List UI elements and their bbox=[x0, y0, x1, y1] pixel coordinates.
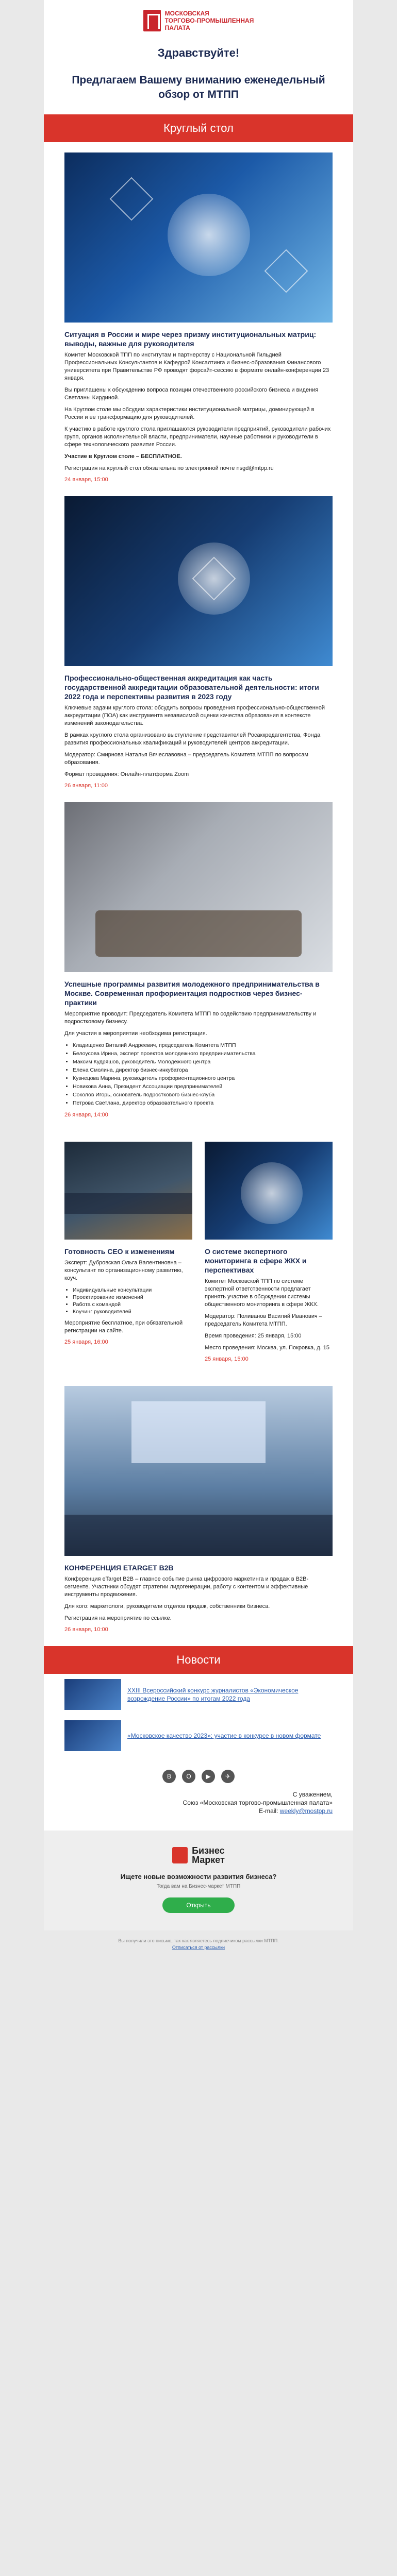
conference-text: Для кого: маркетологи, руководители отделов продаж, собственники бизнеса. bbox=[64, 1603, 270, 1609]
left-list bbox=[73, 1286, 192, 1315]
biz-line-2: Маркет bbox=[192, 1855, 225, 1865]
list-item: • Елена Смолина, директор бизнес-инкубатора bbox=[73, 1066, 333, 1074]
right-title[interactable]: О системе экспертного мониторинга в сфере ЖКХ и перспективах bbox=[205, 1247, 307, 1274]
list-item: • Проектирование изменений bbox=[73, 1294, 192, 1301]
logo-mark-icon bbox=[143, 10, 161, 31]
article-1-text: К участию в работе круглого стола приглашаются руководители предприятий, руководители рабочих групп, органов исполнительной власти, предприниматели, научные работники и руководители в сфере технологического развития России. bbox=[64, 426, 331, 448]
hex-shape bbox=[264, 249, 308, 293]
audience-shape bbox=[64, 1515, 333, 1556]
article-2-text: Формат проведения: Онлайн-платформа Zoom bbox=[64, 771, 189, 777]
section-round-table: Круглый стол bbox=[44, 114, 353, 142]
logo-line-1: МОСКОВСКАЯ bbox=[164, 10, 209, 17]
footer bbox=[44, 1930, 353, 1958]
news-link[interactable]: XXIII Всероссийский конкурс журналистов «Экономическое возрождение России» по итогам 2022 года bbox=[127, 1687, 299, 1702]
list-item: • Петрова Светлана, директор образовательного проекта bbox=[73, 1099, 333, 1107]
footer-text: Вы получили это письмо, так как являетесь подписчиком рассылки МТПП. bbox=[118, 1938, 279, 1943]
news-thumbnail[interactable] bbox=[64, 1679, 121, 1710]
left-text: Эксперт: Дубровская Ольга Валентиновна – консультант по организационному развитию, коуч. bbox=[64, 1260, 183, 1281]
conference-text: Регистрация на мероприятие по ссылке. bbox=[64, 1615, 172, 1621]
article-conference bbox=[44, 1386, 353, 1633]
logo-text bbox=[165, 10, 254, 31]
mtpp-logo[interactable] bbox=[143, 10, 254, 31]
news-item[interactable] bbox=[44, 1674, 353, 1715]
greeting: Здравствуйте! bbox=[157, 46, 240, 59]
article-2-text: В рамках круглого стола организовано выступление представителей Росаккредагентства, Фонда развития профессиональных квалификаций и руководителей центров аккредитации. bbox=[64, 732, 321, 746]
list-item: • Индивидуальные консультации bbox=[73, 1286, 192, 1294]
left-column bbox=[64, 1131, 192, 1376]
open-button[interactable]: Открыть bbox=[162, 1897, 234, 1913]
news-item[interactable] bbox=[44, 1715, 353, 1756]
business-market-logo[interactable] bbox=[172, 1846, 225, 1865]
table-shape bbox=[95, 910, 302, 957]
left-title[interactable]: Готовность СЕО к изменениям bbox=[64, 1247, 175, 1256]
left-date: 25 января, 16:00 bbox=[64, 1339, 108, 1345]
left-text: Мероприятие бесплатное, при обязательной регистрации на сайте. bbox=[64, 1320, 183, 1334]
right-text: Комитет Московской ТПП по системе экспертной ответственности предлагает принять участие в обсуждении системы общественного мониторинга в сфере ЖКХ. bbox=[205, 1278, 319, 1308]
article-3-image[interactable] bbox=[64, 802, 333, 972]
right-text: Место проведения: Москва, ул. Покровка, д. 15 bbox=[205, 1345, 330, 1351]
article-1-text: Регистрация на круглый стол обязательна по электронной почте nsgd@mtpp.ru bbox=[64, 465, 274, 471]
list-item: • Коучинг руководителей bbox=[73, 1308, 192, 1315]
article-3-date: 26 января, 14:00 bbox=[64, 1112, 108, 1118]
list-item: • Соколов Игорь, основатель подросткового бизнес-клуба bbox=[73, 1091, 333, 1098]
header bbox=[44, 0, 353, 36]
article-3 bbox=[44, 802, 353, 1118]
youtube-icon[interactable]: ▶ bbox=[202, 1770, 215, 1783]
article-1-text: На Круглом столе мы обсудим характеристики институциональной матрицы, доминирующей в России и ее трансформацию для руководителей. bbox=[64, 406, 315, 420]
logo-line-3: ПАЛАТА bbox=[164, 24, 190, 31]
article-3-text: Для участия в мероприятии необходима регистрация. bbox=[64, 1030, 207, 1037]
road-shape bbox=[64, 1193, 192, 1214]
conference-image[interactable] bbox=[64, 1386, 333, 1556]
list-item: • Новикова Анна, Президент Ассоциации предпринимателей bbox=[73, 1083, 333, 1090]
two-column-block bbox=[44, 1131, 353, 1376]
conference-title[interactable]: КОНФЕРЕНЦИЯ ETARGET B2B bbox=[64, 1564, 174, 1572]
right-image[interactable] bbox=[205, 1142, 333, 1240]
article-2 bbox=[44, 496, 353, 789]
article-1 bbox=[44, 152, 353, 483]
sign-line-2: Союз «Московская торгово-промышленная палата» bbox=[183, 1799, 333, 1806]
email-label: E-mail: bbox=[259, 1807, 278, 1815]
glow-shape bbox=[241, 1162, 303, 1224]
glow-shape bbox=[168, 194, 250, 276]
right-date: 25 января, 15:00 bbox=[205, 1356, 249, 1362]
article-1-text: Участие в Круглом столе – БЕСПЛАТНОЕ. bbox=[64, 453, 182, 460]
right-text: Модератор: Поливанов Василий Иванович – председатель Комитета МТПП. bbox=[205, 1313, 322, 1327]
telegram-icon[interactable]: ✈ bbox=[221, 1770, 235, 1783]
sign-line-1: С уважением, bbox=[292, 1791, 333, 1798]
screen-shape bbox=[131, 1401, 266, 1463]
ok-icon[interactable]: О bbox=[182, 1770, 195, 1783]
shopping-bag-icon bbox=[172, 1847, 188, 1863]
right-column bbox=[205, 1131, 333, 1376]
email-link[interactable]: weekly@mostpp.ru bbox=[279, 1807, 333, 1815]
list-item: • Работа с командой bbox=[73, 1301, 192, 1308]
list-item: • Максим Кудряшов, руководитель Молодежного центра bbox=[73, 1058, 333, 1065]
biz-subtext: Тогда вам на Бизнес-маркет МТПП bbox=[156, 1884, 241, 1889]
speakers-list bbox=[73, 1042, 333, 1107]
section-news: Новости bbox=[44, 1646, 353, 1674]
right-text: Время проведения: 25 января, 15:00 bbox=[205, 1333, 302, 1339]
article-1-date: 24 января, 15:00 bbox=[64, 477, 108, 483]
conference-date: 26 января, 10:00 bbox=[64, 1626, 108, 1633]
left-image[interactable] bbox=[64, 1142, 192, 1240]
vk-icon[interactable]: В bbox=[162, 1770, 176, 1783]
business-market-name bbox=[192, 1846, 225, 1865]
article-3-text: Мероприятие проводит: Председатель Комитета МТПП по содействию предпринимательству и подростковому бизнесу. bbox=[64, 1011, 317, 1025]
social-links bbox=[44, 1770, 353, 1783]
list-item: • Кладищенко Виталий Андреевич, председатель Комитета МТПП bbox=[73, 1042, 333, 1049]
unsubscribe-link[interactable]: Отписаться от рассылки bbox=[172, 1945, 225, 1950]
article-1-text: Комитет Московской ТПП по институтам и партнерству с Национальной Гильдией Профессиональных Консультантов и Кафедрой Консалтинга и бизнес-образования Финансового университета при Правительстве РФ проводят форсайт-сессию в формате онлайн-конференции 23 января. bbox=[64, 352, 329, 381]
article-2-image[interactable] bbox=[64, 496, 333, 666]
article-3-title[interactable]: Успешные программы развития молодежного предпринимательства в Москве. Современная профориентация подростков через бизнес-практики bbox=[64, 980, 320, 1007]
signature bbox=[44, 1790, 353, 1831]
article-2-text: Ключевые задачи круглого стола: обсудить вопросы проведения профессионально-общественной аккредитации (ПОА) как инструмента независимой оценки качества образования в контексте изменений законодательства. bbox=[64, 705, 325, 726]
article-2-date: 26 января, 11:00 bbox=[64, 783, 108, 789]
business-market-banner bbox=[44, 1831, 353, 1930]
email-body bbox=[44, 0, 353, 1930]
article-2-title[interactable]: Профессионально-общественная аккредитация как часть государственной аккредитации образовательной деятельности: итоги 2022 года и перспективы развития в 2023 году bbox=[64, 674, 319, 701]
article-2-text: Модератор: Смирнова Наталья Вячеславовна – председатель Комитета МТПП по вопросам образования. bbox=[64, 752, 308, 766]
logo-line-2: ТОРГОВО-ПРОМЫШЛЕННАЯ bbox=[164, 17, 254, 24]
list-item: • Белоусова Ирина, эксперт проектов молодежного предпринимательства bbox=[73, 1050, 333, 1057]
list-item: • Кузнецова Марина, руководитель профориентационного центра bbox=[73, 1075, 333, 1082]
page-subtitle: Предлагаем Вашему вниманию еженедельный обзор от МТПП bbox=[72, 74, 325, 100]
news-thumbnail[interactable] bbox=[64, 1720, 121, 1751]
article-1-image[interactable] bbox=[64, 152, 333, 323]
article-1-title[interactable]: Ситуация в России и мире через призму институциональных матриц: выводы, важные для руководителя bbox=[64, 330, 317, 348]
hex-shape bbox=[110, 177, 154, 221]
article-1-text: Вы приглашены к обсуждению вопроса позиции отечественного российского бизнеса и видения Светланы Кирдиной. bbox=[64, 387, 319, 401]
biz-question: Ищете новые возможности развития бизнеса? bbox=[120, 1873, 277, 1880]
sign-email bbox=[64, 1807, 333, 1815]
biz-line-1: Бизнес bbox=[192, 1845, 225, 1856]
conference-text: Конференция eTarget B2B – главное событие рынка цифрового маркетинга и продаж в B2B-сегменте. Участники обсудят стратегии лидогенерации, работу с контентом и эффективные инструменты продвижения. bbox=[64, 1576, 309, 1598]
news-link[interactable]: «Московское качество 2023»: участие в конкурсе в новом формате bbox=[127, 1732, 321, 1739]
